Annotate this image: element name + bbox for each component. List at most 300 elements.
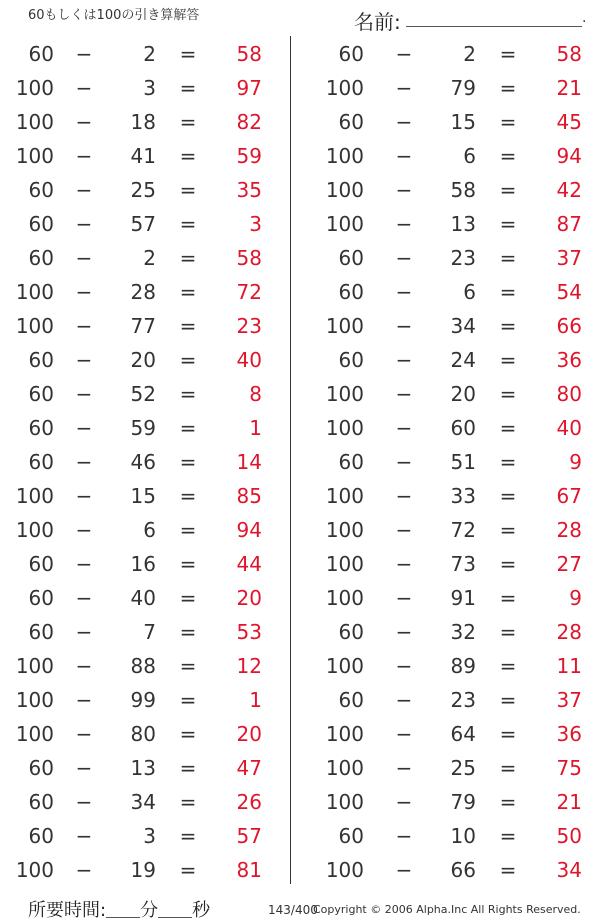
problem-row: [0, 275, 290, 309]
equals-sign: =: [499, 246, 517, 270]
minus-sign: −: [395, 654, 413, 678]
answer: 75: [556, 756, 582, 780]
subtrahend: 80: [130, 722, 156, 746]
seconds-label: 秒: [192, 900, 211, 921]
minuend: 100: [15, 484, 54, 508]
subtrahend: 25: [450, 756, 476, 780]
subtrahend: 2: [143, 42, 156, 66]
subtrahend: 3: [143, 76, 156, 100]
equals-sign: =: [499, 484, 517, 508]
answer: 37: [556, 688, 582, 712]
time-taken-label: 所要時間:: [28, 900, 107, 921]
problem-row: [300, 751, 590, 785]
problem-row: [0, 615, 290, 649]
minuend: 100: [15, 858, 54, 882]
minus-sign: −: [75, 76, 93, 100]
minus-sign: −: [75, 280, 93, 304]
equals-sign: =: [499, 450, 517, 474]
problem-row: [300, 581, 590, 615]
subtrahend: 52: [130, 382, 156, 406]
minuend: 100: [325, 382, 364, 406]
equals-sign: =: [499, 620, 517, 644]
answer: 50: [556, 824, 582, 848]
equals-sign: =: [179, 722, 197, 746]
problem-row: [0, 37, 290, 71]
minus-sign: −: [75, 756, 93, 780]
minus-sign: −: [75, 450, 93, 474]
minus-sign: −: [395, 110, 413, 134]
minus-sign: −: [395, 688, 413, 712]
answer: 37: [556, 246, 582, 270]
minuend: 60: [28, 416, 54, 440]
minuend: 100: [325, 144, 364, 168]
equals-sign: =: [179, 824, 197, 848]
problem-row: [300, 105, 590, 139]
answer: 81: [236, 858, 262, 882]
minus-sign: −: [75, 42, 93, 66]
minuend: 100: [325, 416, 364, 440]
minus-sign: −: [75, 382, 93, 406]
problem-row: [300, 275, 590, 309]
minus-sign: −: [75, 858, 93, 882]
answer: 97: [236, 76, 262, 100]
minus-sign: −: [395, 212, 413, 236]
answer: 21: [556, 790, 582, 814]
minutes-label: 分: [140, 900, 159, 921]
minuend: 60: [28, 450, 54, 474]
problem-row: [300, 615, 590, 649]
equals-sign: =: [179, 76, 197, 100]
minuend: 100: [325, 518, 364, 542]
minuend: 60: [28, 212, 54, 236]
answer: 9: [569, 450, 582, 474]
minus-sign: −: [75, 552, 93, 576]
problem-row: [0, 105, 290, 139]
minuend: 100: [325, 314, 364, 338]
minuend: 60: [338, 110, 364, 134]
subtrahend: 2: [143, 246, 156, 270]
problem-row: [300, 241, 590, 275]
minuend: 60: [338, 348, 364, 372]
subtrahend: 18: [130, 110, 156, 134]
minus-sign: −: [75, 722, 93, 746]
answer: 35: [236, 178, 262, 202]
subtrahend: 91: [450, 586, 476, 610]
subtrahend: 33: [450, 484, 476, 508]
answer: 53: [236, 620, 262, 644]
answer: 28: [556, 620, 582, 644]
problem-row: [0, 581, 290, 615]
answer: 1: [249, 688, 262, 712]
problem-row: [300, 139, 590, 173]
equals-sign: =: [499, 178, 517, 202]
problem-row: [300, 343, 590, 377]
answer: 44: [236, 552, 262, 576]
problem-row: [300, 411, 590, 445]
equals-sign: =: [179, 314, 197, 338]
subtrahend: 6: [143, 518, 156, 542]
answer: 8: [249, 382, 262, 406]
subtrahend: 25: [130, 178, 156, 202]
answer: 12: [236, 654, 262, 678]
equals-sign: =: [499, 314, 517, 338]
problem-row: [0, 785, 290, 819]
minus-sign: −: [395, 280, 413, 304]
subtrahend: 23: [450, 688, 476, 712]
problem-row: [0, 173, 290, 207]
minuend: 100: [325, 76, 364, 100]
minuend: 100: [325, 722, 364, 746]
minus-sign: −: [75, 144, 93, 168]
minus-sign: −: [395, 518, 413, 542]
answer: 26: [236, 790, 262, 814]
minuend: 100: [325, 484, 364, 508]
problem-row: [0, 819, 290, 853]
equals-sign: =: [499, 586, 517, 610]
answer: 36: [556, 348, 582, 372]
problem-row: [300, 785, 590, 819]
equals-sign: =: [499, 824, 517, 848]
answer: 9: [569, 586, 582, 610]
answer: 85: [236, 484, 262, 508]
problem-row: [300, 683, 590, 717]
problem-row: [0, 513, 290, 547]
answer: 54: [556, 280, 582, 304]
subtrahend: 2: [463, 42, 476, 66]
answer: 20: [236, 722, 262, 746]
equals-sign: =: [179, 484, 197, 508]
answer: 58: [236, 42, 262, 66]
subtrahend: 46: [130, 450, 156, 474]
minus-sign: −: [75, 110, 93, 134]
answer: 42: [556, 178, 582, 202]
answer: 58: [236, 246, 262, 270]
problem-row: [0, 853, 290, 887]
minuend: 100: [325, 178, 364, 202]
minuend: 100: [15, 688, 54, 712]
subtrahend: 66: [450, 858, 476, 882]
equals-sign: =: [179, 756, 197, 780]
subtrahend: 3: [143, 824, 156, 848]
subtrahend: 13: [450, 212, 476, 236]
minuend: 100: [15, 314, 54, 338]
minuend: 100: [325, 756, 364, 780]
minus-sign: −: [395, 314, 413, 338]
minus-sign: −: [75, 654, 93, 678]
subtrahend: 99: [130, 688, 156, 712]
minus-sign: −: [75, 518, 93, 542]
problem-row: [300, 377, 590, 411]
answer: 87: [556, 212, 582, 236]
minuend: 100: [325, 790, 364, 814]
minuend: 100: [15, 76, 54, 100]
minuend: 100: [15, 110, 54, 134]
minuend: 60: [338, 280, 364, 304]
equals-sign: =: [499, 42, 517, 66]
answer: 66: [556, 314, 582, 338]
subtrahend: 79: [450, 790, 476, 814]
minuend: 100: [15, 144, 54, 168]
minuend: 60: [28, 178, 54, 202]
answer: 47: [236, 756, 262, 780]
subtrahend: 6: [463, 144, 476, 168]
minus-sign: −: [395, 586, 413, 610]
equals-sign: =: [179, 110, 197, 134]
answer: 1: [249, 416, 262, 440]
problem-row: [0, 309, 290, 343]
column-divider: [290, 36, 291, 884]
equals-sign: =: [179, 348, 197, 372]
minus-sign: −: [75, 416, 93, 440]
subtrahend: 15: [450, 110, 476, 134]
equals-sign: =: [499, 722, 517, 746]
problem-row: [300, 819, 590, 853]
seconds-blank[interactable]: [158, 899, 192, 918]
equals-sign: =: [179, 382, 197, 406]
equals-sign: =: [499, 858, 517, 882]
name-label: 名前:: [354, 10, 401, 34]
subtrahend: 72: [450, 518, 476, 542]
minus-sign: −: [395, 348, 413, 372]
problem-row: [0, 139, 290, 173]
problem-row: [0, 683, 290, 717]
left-problem-column: [0, 37, 290, 887]
problem-row: [0, 207, 290, 241]
equals-sign: =: [499, 144, 517, 168]
name-field-line[interactable]: [406, 26, 582, 27]
minus-sign: −: [75, 178, 93, 202]
subtrahend: 59: [130, 416, 156, 440]
equals-sign: =: [179, 586, 197, 610]
minus-sign: −: [395, 756, 413, 780]
answer: 40: [236, 348, 262, 372]
subtrahend: 24: [450, 348, 476, 372]
minuend: 60: [338, 450, 364, 474]
problem-row: [0, 717, 290, 751]
equals-sign: =: [179, 280, 197, 304]
answer: 40: [556, 416, 582, 440]
subtrahend: 41: [130, 144, 156, 168]
subtrahend: 40: [130, 586, 156, 610]
equals-sign: =: [179, 654, 197, 678]
problem-row: [300, 445, 590, 479]
subtrahend: 57: [130, 212, 156, 236]
problem-row: [300, 649, 590, 683]
minuend: 60: [28, 552, 54, 576]
equals-sign: =: [499, 348, 517, 372]
subtrahend: 7: [143, 620, 156, 644]
answer: 45: [556, 110, 582, 134]
equals-sign: =: [179, 144, 197, 168]
minus-sign: −: [395, 144, 413, 168]
subtrahend: 77: [130, 314, 156, 338]
problem-row: [300, 309, 590, 343]
subtrahend: 28: [130, 280, 156, 304]
subtrahend: 34: [130, 790, 156, 814]
subtrahend: 20: [450, 382, 476, 406]
minuend: 60: [28, 790, 54, 814]
equals-sign: =: [499, 790, 517, 814]
subtrahend: 79: [450, 76, 476, 100]
minuend: 60: [338, 620, 364, 644]
minus-sign: −: [395, 382, 413, 406]
equals-sign: =: [179, 552, 197, 576]
minus-sign: −: [395, 246, 413, 270]
answer: 28: [556, 518, 582, 542]
minus-sign: −: [75, 790, 93, 814]
problem-row: [300, 207, 590, 241]
equals-sign: =: [499, 552, 517, 576]
page-number: 143/400: [268, 903, 318, 917]
equals-sign: =: [179, 858, 197, 882]
minuend: 100: [325, 212, 364, 236]
minus-sign: −: [75, 246, 93, 270]
problem-row: [0, 71, 290, 105]
subtrahend: 6: [463, 280, 476, 304]
equals-sign: =: [499, 518, 517, 542]
problem-row: [0, 241, 290, 275]
answer: 94: [556, 144, 582, 168]
minus-sign: −: [75, 586, 93, 610]
answer: 3: [249, 212, 262, 236]
answer: 58: [556, 42, 582, 66]
equals-sign: =: [179, 620, 197, 644]
problem-row: [0, 411, 290, 445]
equals-sign: =: [179, 42, 197, 66]
minuend: 60: [28, 586, 54, 610]
problem-row: [0, 343, 290, 377]
minuend: 60: [28, 756, 54, 780]
problem-row: [300, 717, 590, 751]
minus-sign: −: [395, 858, 413, 882]
equals-sign: =: [179, 688, 197, 712]
equals-sign: =: [499, 110, 517, 134]
equals-sign: =: [179, 212, 197, 236]
problem-row: [300, 71, 590, 105]
minus-sign: −: [395, 450, 413, 474]
minus-sign: −: [75, 348, 93, 372]
subtrahend: 89: [450, 654, 476, 678]
answer: 72: [236, 280, 262, 304]
equals-sign: =: [179, 790, 197, 814]
answer: 59: [236, 144, 262, 168]
minus-sign: −: [395, 42, 413, 66]
minus-sign: −: [395, 178, 413, 202]
minuend: 60: [338, 824, 364, 848]
minus-sign: −: [75, 824, 93, 848]
problem-row: [300, 37, 590, 71]
minus-sign: −: [395, 552, 413, 576]
copyright-notice: Copyright © 2006 Alpha.Inc All Rights Reserved.: [313, 903, 581, 916]
minuend: 100: [15, 722, 54, 746]
subtrahend: 20: [130, 348, 156, 372]
subtrahend: 16: [130, 552, 156, 576]
problem-row: [300, 479, 590, 513]
answer: 27: [556, 552, 582, 576]
subtrahend: 13: [130, 756, 156, 780]
equals-sign: =: [499, 382, 517, 406]
subtrahend: 34: [450, 314, 476, 338]
minuend: 100: [15, 654, 54, 678]
worksheet-title: 60もしくは100の引き算解答: [28, 8, 200, 23]
answer: 14: [236, 450, 262, 474]
minus-sign: −: [75, 620, 93, 644]
minuend: 60: [28, 824, 54, 848]
right-problem-column: [300, 37, 590, 887]
answer: 21: [556, 76, 582, 100]
minuend: 60: [28, 348, 54, 372]
subtrahend: 10: [450, 824, 476, 848]
answer: 23: [236, 314, 262, 338]
equals-sign: =: [499, 756, 517, 780]
name-field-dot: .: [582, 10, 587, 26]
subtrahend: 88: [130, 654, 156, 678]
equals-sign: =: [499, 416, 517, 440]
problem-row: [0, 751, 290, 785]
problem-row: [300, 173, 590, 207]
equals-sign: =: [499, 688, 517, 712]
subtrahend: 51: [450, 450, 476, 474]
answer: 20: [236, 586, 262, 610]
minus-sign: −: [395, 416, 413, 440]
equals-sign: =: [499, 212, 517, 236]
equals-sign: =: [179, 518, 197, 542]
minuend: 60: [28, 382, 54, 406]
minutes-blank[interactable]: [106, 899, 140, 918]
minuend: 60: [338, 688, 364, 712]
minuend: 60: [28, 246, 54, 270]
subtrahend: 64: [450, 722, 476, 746]
equals-sign: =: [499, 280, 517, 304]
subtrahend: 15: [130, 484, 156, 508]
problem-row: [300, 853, 590, 887]
equals-sign: =: [179, 246, 197, 270]
answer: 34: [556, 858, 582, 882]
minus-sign: −: [395, 484, 413, 508]
minuend: 60: [338, 42, 364, 66]
minuend: 100: [325, 858, 364, 882]
equals-sign: =: [179, 416, 197, 440]
problem-row: [300, 513, 590, 547]
answer: 67: [556, 484, 582, 508]
minuend: 100: [15, 518, 54, 542]
minus-sign: −: [75, 314, 93, 338]
minus-sign: −: [75, 484, 93, 508]
minuend: 60: [28, 42, 54, 66]
minuend: 100: [325, 586, 364, 610]
answer: 11: [556, 654, 582, 678]
problem-row: [300, 547, 590, 581]
subtrahend: 32: [450, 620, 476, 644]
answer: 82: [236, 110, 262, 134]
minus-sign: −: [395, 722, 413, 746]
problem-row: [0, 547, 290, 581]
problem-row: [0, 649, 290, 683]
subtrahend: 23: [450, 246, 476, 270]
answer: 94: [236, 518, 262, 542]
problem-row: [0, 377, 290, 411]
subtrahend: 58: [450, 178, 476, 202]
time-taken: [28, 896, 210, 922]
equals-sign: =: [499, 654, 517, 678]
answer: 80: [556, 382, 582, 406]
minuend: 60: [28, 620, 54, 644]
subtrahend: 73: [450, 552, 476, 576]
problem-row: [0, 445, 290, 479]
equals-sign: =: [499, 76, 517, 100]
minus-sign: −: [395, 76, 413, 100]
subtrahend: 60: [450, 416, 476, 440]
